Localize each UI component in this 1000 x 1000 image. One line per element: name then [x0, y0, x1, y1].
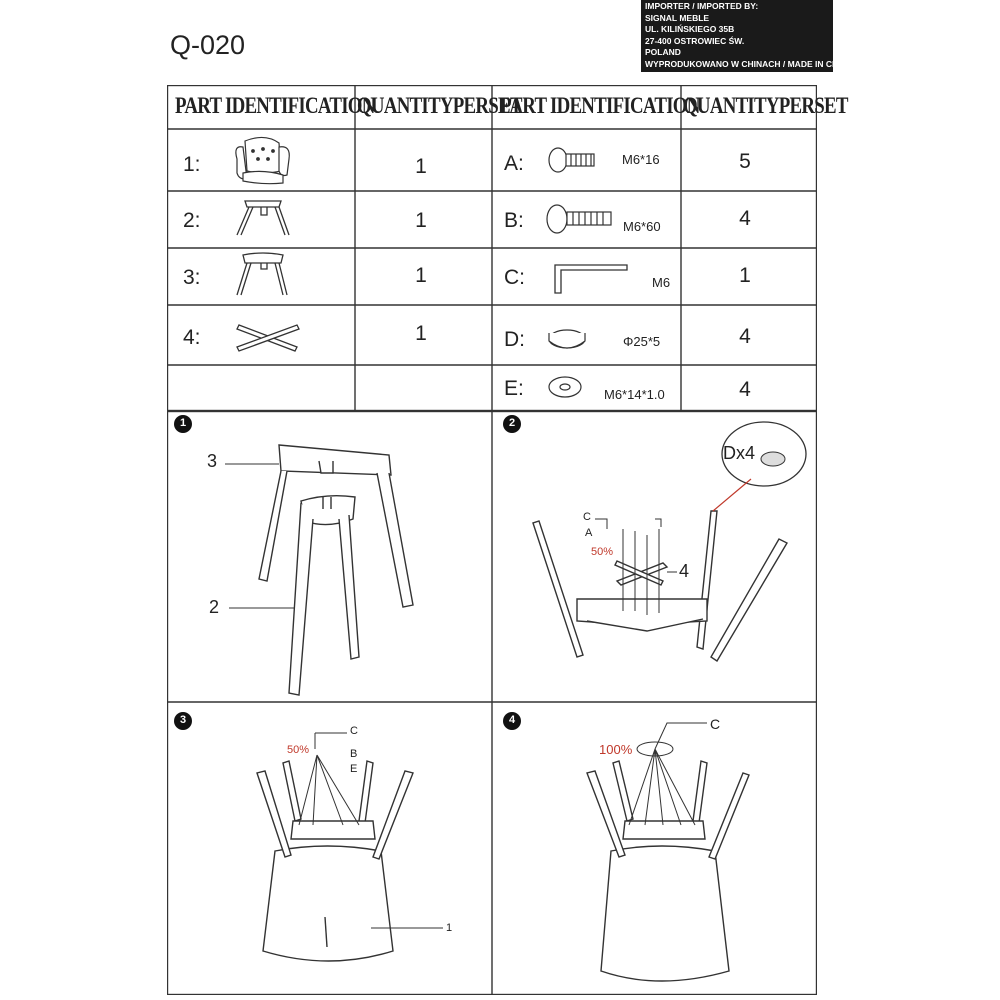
hardware-label: D:	[504, 328, 525, 351]
step-3-chair-drawing	[257, 761, 413, 961]
step-4-tightness: 100%	[599, 742, 633, 757]
step-2-callout-label: Dx4	[723, 443, 756, 463]
hardware-label: C:	[504, 266, 525, 289]
model-number: Q-020	[170, 30, 246, 60]
cross-bracket-icon	[237, 325, 299, 351]
hardware-label: A:	[504, 152, 524, 175]
step-2-label-a: A	[585, 527, 593, 539]
assembly-steps	[167, 411, 817, 995]
step-2-tightness: 50%	[591, 546, 614, 558]
step-1-label-part-2: 2	[209, 597, 220, 617]
table-grid	[167, 85, 817, 411]
step-3-label-b: B	[350, 748, 358, 760]
long-bolt-icon	[547, 205, 611, 233]
hardware-spec: M6*60	[623, 219, 661, 234]
importer-line: UL. KILIŃSKIEGO 35B	[645, 24, 735, 35]
hardware-quantity: 5	[739, 150, 751, 173]
step-3-tightness: 50%	[287, 744, 310, 756]
part-quantity: 1	[415, 155, 427, 178]
hardware-label: E:	[504, 377, 524, 400]
step-1-label-part-3: 3	[207, 451, 218, 471]
part-quantity: 1	[415, 209, 427, 232]
short-bolt-icon	[549, 148, 594, 172]
hardware-spec: Φ25*5	[623, 334, 661, 349]
header-part-identification-right: PART IDENTIFICATION	[500, 93, 700, 118]
step-number: 1	[179, 417, 187, 429]
step-number: 4	[508, 714, 516, 726]
armchair-icon	[236, 137, 289, 183]
part-label: 3:	[183, 266, 201, 289]
step-3-label-e: E	[350, 763, 358, 775]
header-quantity-left: QUANTITYPERSET	[357, 93, 522, 118]
hardware-spec: M6*14*1.0	[604, 387, 665, 402]
felt-pad-icon	[761, 452, 785, 466]
felt-pad-icon	[549, 330, 585, 348]
part-quantity: 1	[415, 264, 427, 287]
allen-key-icon	[555, 265, 627, 293]
header-quantity-right: QUANTITYPERSET	[683, 93, 848, 118]
part-label: 4:	[183, 326, 201, 349]
importer-line: 27-400 OSTROWIEC ŚW.	[645, 35, 745, 46]
importer-line: IMPORTER / IMPORTED BY:	[645, 1, 759, 11]
importer-line: SIGNAL MEBLE	[645, 12, 710, 23]
hardware-quantity: 4	[739, 207, 751, 230]
step-2-label-part-4: 4	[679, 561, 690, 581]
step-2-label-c: C	[583, 511, 591, 523]
hardware-spec: M6	[652, 275, 671, 290]
step-4-label-c: C	[710, 716, 721, 732]
step-3-label-c: C	[350, 725, 358, 737]
step-4-chair-drawing	[587, 761, 749, 981]
callout-arrow	[713, 479, 751, 511]
step-3-label-part-1: 1	[446, 922, 453, 934]
rear-legs-icon	[237, 253, 287, 295]
hardware-quantity: 4	[739, 325, 751, 348]
importer-line: POLAND	[645, 47, 681, 58]
hardware-label: B:	[504, 209, 524, 232]
hardware-quantity: 4	[739, 378, 751, 401]
step-number: 2	[508, 417, 516, 429]
part-label: 2:	[183, 209, 201, 232]
front-legs-icon	[237, 201, 289, 235]
importer-box	[641, 0, 853, 72]
washer-icon	[549, 377, 581, 397]
steps-grid	[167, 411, 817, 995]
parts-table	[167, 85, 848, 411]
part-label: 1:	[183, 153, 201, 176]
part-quantity: 1	[415, 322, 427, 345]
header-part-identification-left: PART IDENTIFICATION	[175, 93, 375, 118]
step-2-frame-drawing	[533, 511, 787, 661]
step-1-legs-drawing	[259, 445, 413, 695]
importer-line: WYPRODUKOWANO W CHINACH / MADE IN CHINA	[645, 58, 853, 69]
step-number: 3	[179, 714, 187, 726]
hardware-spec: M6*16	[622, 152, 660, 167]
hardware-quantity: 1	[739, 264, 751, 287]
